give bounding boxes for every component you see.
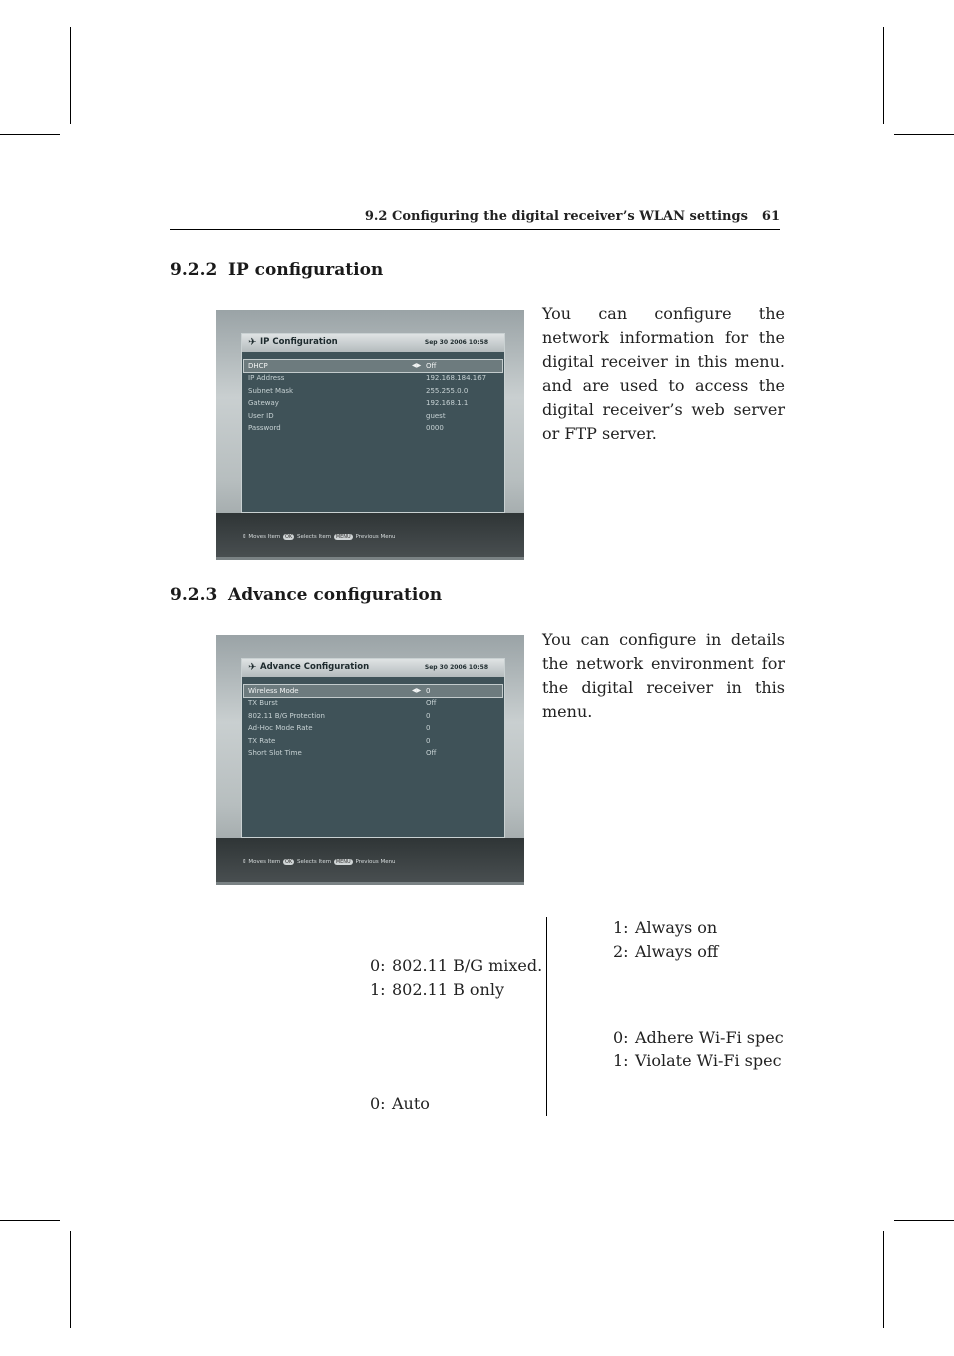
hint-moves: Moves Item [248,534,281,540]
section-title: Advance configuration [228,585,443,605]
satellite-icon: ✈ [248,662,257,673]
row-label: Short Slot Time [248,748,302,757]
hint-selects: Selects Item [296,859,332,865]
row-value: 0000 [426,423,444,432]
option-key: 1: [613,1051,629,1070]
option-key: 2: [613,942,629,961]
option-text: 802.11 B/G mixed. [392,956,543,975]
row-value: 255.255.0.0 [426,386,469,395]
menu-footer [216,838,524,885]
crop-mark [894,134,954,135]
menu-title: Advance Configuration [260,662,370,672]
menu-row-short-slot-time[interactable] [244,747,502,759]
menu-row-tx-burst[interactable] [244,697,502,709]
satellite-icon: ✈ [248,337,257,348]
option-text: Adhere Wi-Fi spec [635,1028,784,1047]
menu-title-bar [242,334,504,352]
row-value: 192.168.1.1 [426,399,469,408]
option-item [370,980,504,999]
menu-row-subnet-mask[interactable] [244,385,502,397]
row-label: Ad-Hoc Mode Rate [248,724,313,733]
crop-mark [894,1220,954,1221]
option-item [613,918,717,937]
menu-key-icon: MENU [335,534,351,540]
option-key: 0: [370,1094,386,1113]
menu-row-password[interactable] [244,422,502,434]
row-value: Off [426,699,437,708]
menu-row-wireless-mode[interactable] [244,685,502,697]
menu-row-tx-rate[interactable] [244,735,502,747]
option-key: 1: [613,918,629,937]
option-item [613,942,718,961]
ok-key-icon: OK [285,534,293,540]
row-value: Off [426,748,437,757]
crop-mark [0,134,60,135]
screen-bottom-edge [216,557,524,560]
up-down-arrow-icon: ⇕ [242,859,247,865]
row-value: 0 [426,687,431,695]
menu-row-dhcp[interactable] [244,360,502,372]
row-label: Password [248,423,281,432]
options-divider [546,917,547,1116]
menu-row-ip-address[interactable] [244,372,502,384]
row-label: Subnet Mask [248,386,294,395]
ok-key-icon: OK [285,859,293,865]
crop-mark [0,1220,60,1221]
row-label: User ID [248,411,274,420]
row-value: 0 [426,724,431,733]
section-title: IP configuration [228,260,384,280]
left-right-arrow-icon: ◀▶ [412,362,422,369]
hint-moves: Moves Item [248,859,281,865]
left-right-arrow-icon: ◀▶ [412,687,422,694]
screen-bottom-edge [216,882,524,885]
row-label: Wireless Mode [248,687,299,695]
row-label: TX Burst [248,699,278,708]
footer-hint [242,859,396,865]
section-paragraph: You can configure in details the network environment for the digital receiver in this menu. [542,630,785,721]
option-key: 0: [613,1028,629,1047]
crop-mark [883,1231,884,1328]
menu-row-adhoc-mode-rate[interactable] [244,722,502,734]
ip-configuration-screenshot [216,310,524,560]
section-heading-ip-configuration [170,260,383,280]
row-value: 192.168.184.167 [426,374,487,383]
menu-rows [244,685,502,759]
option-key: 0: [370,956,386,975]
row-value: 0 [426,736,431,745]
row-label: Gateway [248,399,279,408]
menu-title-bar [242,659,504,677]
menu-row-bg-protection[interactable] [244,710,502,722]
row-label: IP Address [248,374,285,383]
row-label: 802.11 B/G Protection [248,711,325,720]
section-paragraph: You can configure the network information for the digital receiver in this menu. and are used to access the digital receiver’s web server or FTP server. [542,304,785,443]
option-text: Auto [392,1094,430,1113]
row-value: Off [426,362,437,370]
row-label: TX Rate [248,736,276,745]
option-item [370,1094,430,1113]
option-text: Always on [635,918,718,937]
running-head-title: 9.2 Configuring the digital receiver’s WLAN settings [364,209,748,224]
option-text: Always off [635,942,719,961]
option-item [613,1051,782,1070]
menu-title: IP Configuration [260,337,338,347]
hint-previous: Previous Menu [355,859,396,865]
option-item [370,956,542,975]
footer-hint [242,534,396,540]
advance-configuration-screenshot [216,635,524,885]
hint-previous: Previous Menu [355,534,396,540]
row-value: 0 [426,711,431,720]
option-text: 802.11 B only [392,980,505,999]
crop-mark [883,27,884,124]
section-number: 9.2.3 [170,585,218,605]
option-item [613,1028,784,1047]
menu-footer [216,513,524,560]
menu-date: Sep 30 2006 10:58 [424,664,488,671]
up-down-arrow-icon: ⇕ [242,534,247,540]
menu-row-gateway[interactable] [244,397,502,409]
section-number: 9.2.2 [170,260,218,280]
menu-rows [244,360,502,434]
page-number: 61 [761,209,780,224]
menu-date: Sep 30 2006 10:58 [424,339,488,346]
menu-row-user-id[interactable] [244,410,502,422]
running-head [170,209,780,224]
row-value: guest [426,411,446,420]
header-rule [170,229,780,230]
option-key: 1: [370,980,386,999]
section-heading-advance-configuration [170,585,442,605]
option-text: Violate Wi-Fi spec [635,1051,782,1070]
row-label: DHCP [248,362,268,370]
menu-key-icon: MENU [335,859,351,865]
menu-panel [241,658,505,838]
menu-panel [241,333,505,513]
crop-mark [70,27,71,124]
hint-selects: Selects Item [296,534,332,540]
crop-mark [70,1231,71,1328]
